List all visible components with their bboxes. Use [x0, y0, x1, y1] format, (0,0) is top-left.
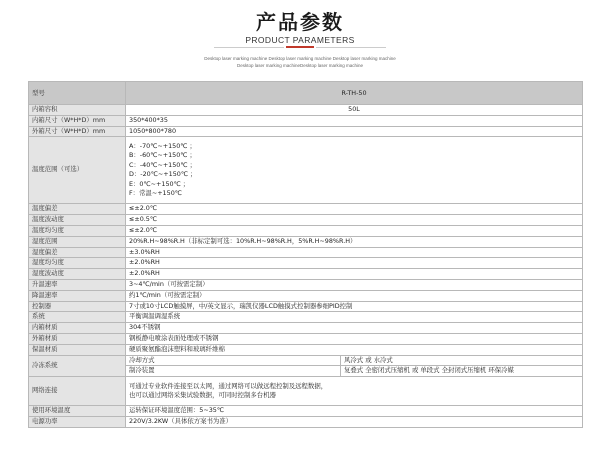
table-row-model: [29, 82, 583, 105]
humidity-deviation-value: ±3.0%RH: [126, 247, 583, 258]
model-label: 型号: [29, 82, 126, 105]
table-row-outer-size: [29, 126, 583, 137]
table-row-system: [29, 312, 583, 323]
spec-table: [28, 81, 583, 428]
outer-material-value: 钢板静电喷涂表面处理或不锈钢: [126, 333, 583, 344]
table-row-inner-material: [29, 323, 583, 334]
table-row-volume: [29, 105, 583, 116]
system-value: 平衡调温调湿系统: [126, 312, 583, 323]
inner-size-label: 内箱尺寸（W*H*D）mm: [29, 115, 126, 126]
table-row-temp-range: [29, 137, 583, 204]
temp-deviation-label: 温度偏差: [29, 204, 126, 215]
network-value: [126, 377, 583, 406]
cooling-rate-label: 降温速率: [29, 290, 126, 301]
table-row-cooling-rate: [29, 290, 583, 301]
temp-option-b: B：-60℃~+150℃ ；: [129, 151, 196, 160]
inner-size-value: 350*400*35: [126, 115, 583, 126]
humidity-uniformity-label: 湿度均匀度: [29, 258, 126, 269]
cooling-system-label: 冷冻系统: [29, 355, 126, 377]
table-row-temp-uniformity: [29, 225, 583, 236]
network-line-2: 也可以通过网络采集试验数据，可同时控制多台机器: [129, 391, 276, 400]
table-row-temp-deviation: [29, 204, 583, 215]
table-row-power: [29, 416, 583, 427]
table-row-humidity-deviation: [29, 247, 583, 258]
table-row-environment: [29, 406, 583, 417]
table-row-heating-rate: [29, 279, 583, 290]
divider-right: [316, 47, 386, 48]
temp-option-d: D：-20℃~+150℃ ；: [129, 170, 197, 179]
temp-option-a: A：-70℃~+150℃ ；: [129, 141, 196, 150]
power-label: 电源功率: [29, 416, 126, 427]
page-title: 产品参数: [256, 10, 344, 34]
network-label: 网络连接: [29, 377, 126, 406]
refrigeration-unit-label: 制冷装置: [126, 366, 341, 377]
heating-rate-value: 3~4℃/min（可按需定制）: [126, 279, 583, 290]
temp-uniformity-value: ≤±2.0℃: [126, 225, 583, 236]
temp-uniformity-label: 温度均匀度: [29, 225, 126, 236]
temp-range-options: [126, 137, 583, 204]
volume-value: 50L: [126, 105, 583, 116]
caption-line-1: Desktop laser marking machine Desktop laser marking machine Desktop laser marking machine: [204, 56, 396, 61]
insulation-material-label: 保温材质: [29, 344, 126, 355]
temp-range-label: 温度范围（可选）: [29, 137, 126, 204]
divider-accent: [286, 46, 314, 48]
page-subtitle: PRODUCT PARAMETERS: [245, 35, 355, 45]
table-row-insulation-material: [29, 344, 583, 355]
controller-label: 控制器: [29, 301, 126, 312]
humidity-range-value: 20%R.H~98%R.H（非标定制可选：10%R.H~98%R.H，5%R.H~98%R.H）: [126, 236, 583, 247]
table-row-temp-fluctuation: [29, 215, 583, 226]
humidity-fluctuation-label: 湿度波动度: [29, 269, 126, 280]
inner-material-value: 304不锈钢: [126, 323, 583, 334]
heating-rate-label: 升温速率: [29, 279, 126, 290]
humidity-range-label: 湿度范围: [29, 236, 126, 247]
table-row-humidity-range: [29, 236, 583, 247]
temp-fluctuation-label: 温度波动度: [29, 215, 126, 226]
temp-option-c: C：-40℃~+150℃ ；: [129, 160, 196, 169]
humidity-uniformity-value: ±2.0%RH: [126, 258, 583, 269]
refrigeration-unit-value: 复叠式 全密闭式压缩机 或 单段式 全封闭式压缩机 环保冷媒: [341, 366, 583, 377]
controller-value: 7寸或10寸LCD触摸屏，中/英文显示，瑞凯仪器LCD触摸式控制器参细PID控制: [126, 301, 583, 312]
temp-deviation-value: ≤±2.0℃: [126, 204, 583, 215]
outer-size-value: 1050*800*780: [126, 126, 583, 137]
environment-value: 运转保证环境温度范围：5~35℃: [126, 406, 583, 417]
table-row-inner-size: [29, 115, 583, 126]
temp-fluctuation-value: ≤±0.5℃: [126, 215, 583, 226]
cooling-rate-value: 约1℃/min（可按需定制）: [126, 290, 583, 301]
divider-left: [214, 47, 284, 48]
power-value: 220V/3.2KW（具体依方案书为准）: [126, 416, 583, 427]
outer-size-label: 外箱尺寸（W*H*D）mm: [29, 126, 126, 137]
cooling-method-label: 冷却方式: [126, 355, 341, 366]
model-value: R-TH-50: [126, 82, 583, 105]
environment-label: 使用环境温度: [29, 406, 126, 417]
inner-material-label: 内箱材质: [29, 323, 126, 334]
table-row-humidity-uniformity: [29, 258, 583, 269]
table-row-humidity-fluctuation: [29, 269, 583, 280]
table-row-controller: [29, 301, 583, 312]
temp-option-e: E：0℃~+150℃ ；: [129, 179, 190, 188]
volume-label: 内箱容积: [29, 105, 126, 116]
table-row-outer-material: [29, 333, 583, 344]
system-label: 系统: [29, 312, 126, 323]
outer-material-label: 外箱材质: [29, 333, 126, 344]
insulation-material-value: 硬质聚氨酯泡沫塑料和玻璃纤维棉: [126, 344, 583, 355]
temp-option-f: F：常温~+150℃: [129, 189, 182, 198]
caption-line-2: Desktop laser marking machineDesktop laser marking machine: [236, 63, 364, 68]
table-row-network: [29, 377, 583, 406]
header: [0, 0, 600, 78]
network-line-1: 可通过专业软件连接至以太网，通过网络可以做远程控制及远程数据，: [129, 381, 328, 390]
table-row-cooling-method: [29, 355, 583, 366]
humidity-fluctuation-value: ±2.0%RH: [126, 269, 583, 280]
cooling-method-value: 风冷式 或 水冷式: [341, 355, 583, 366]
humidity-deviation-label: 湿度偏差: [29, 247, 126, 258]
